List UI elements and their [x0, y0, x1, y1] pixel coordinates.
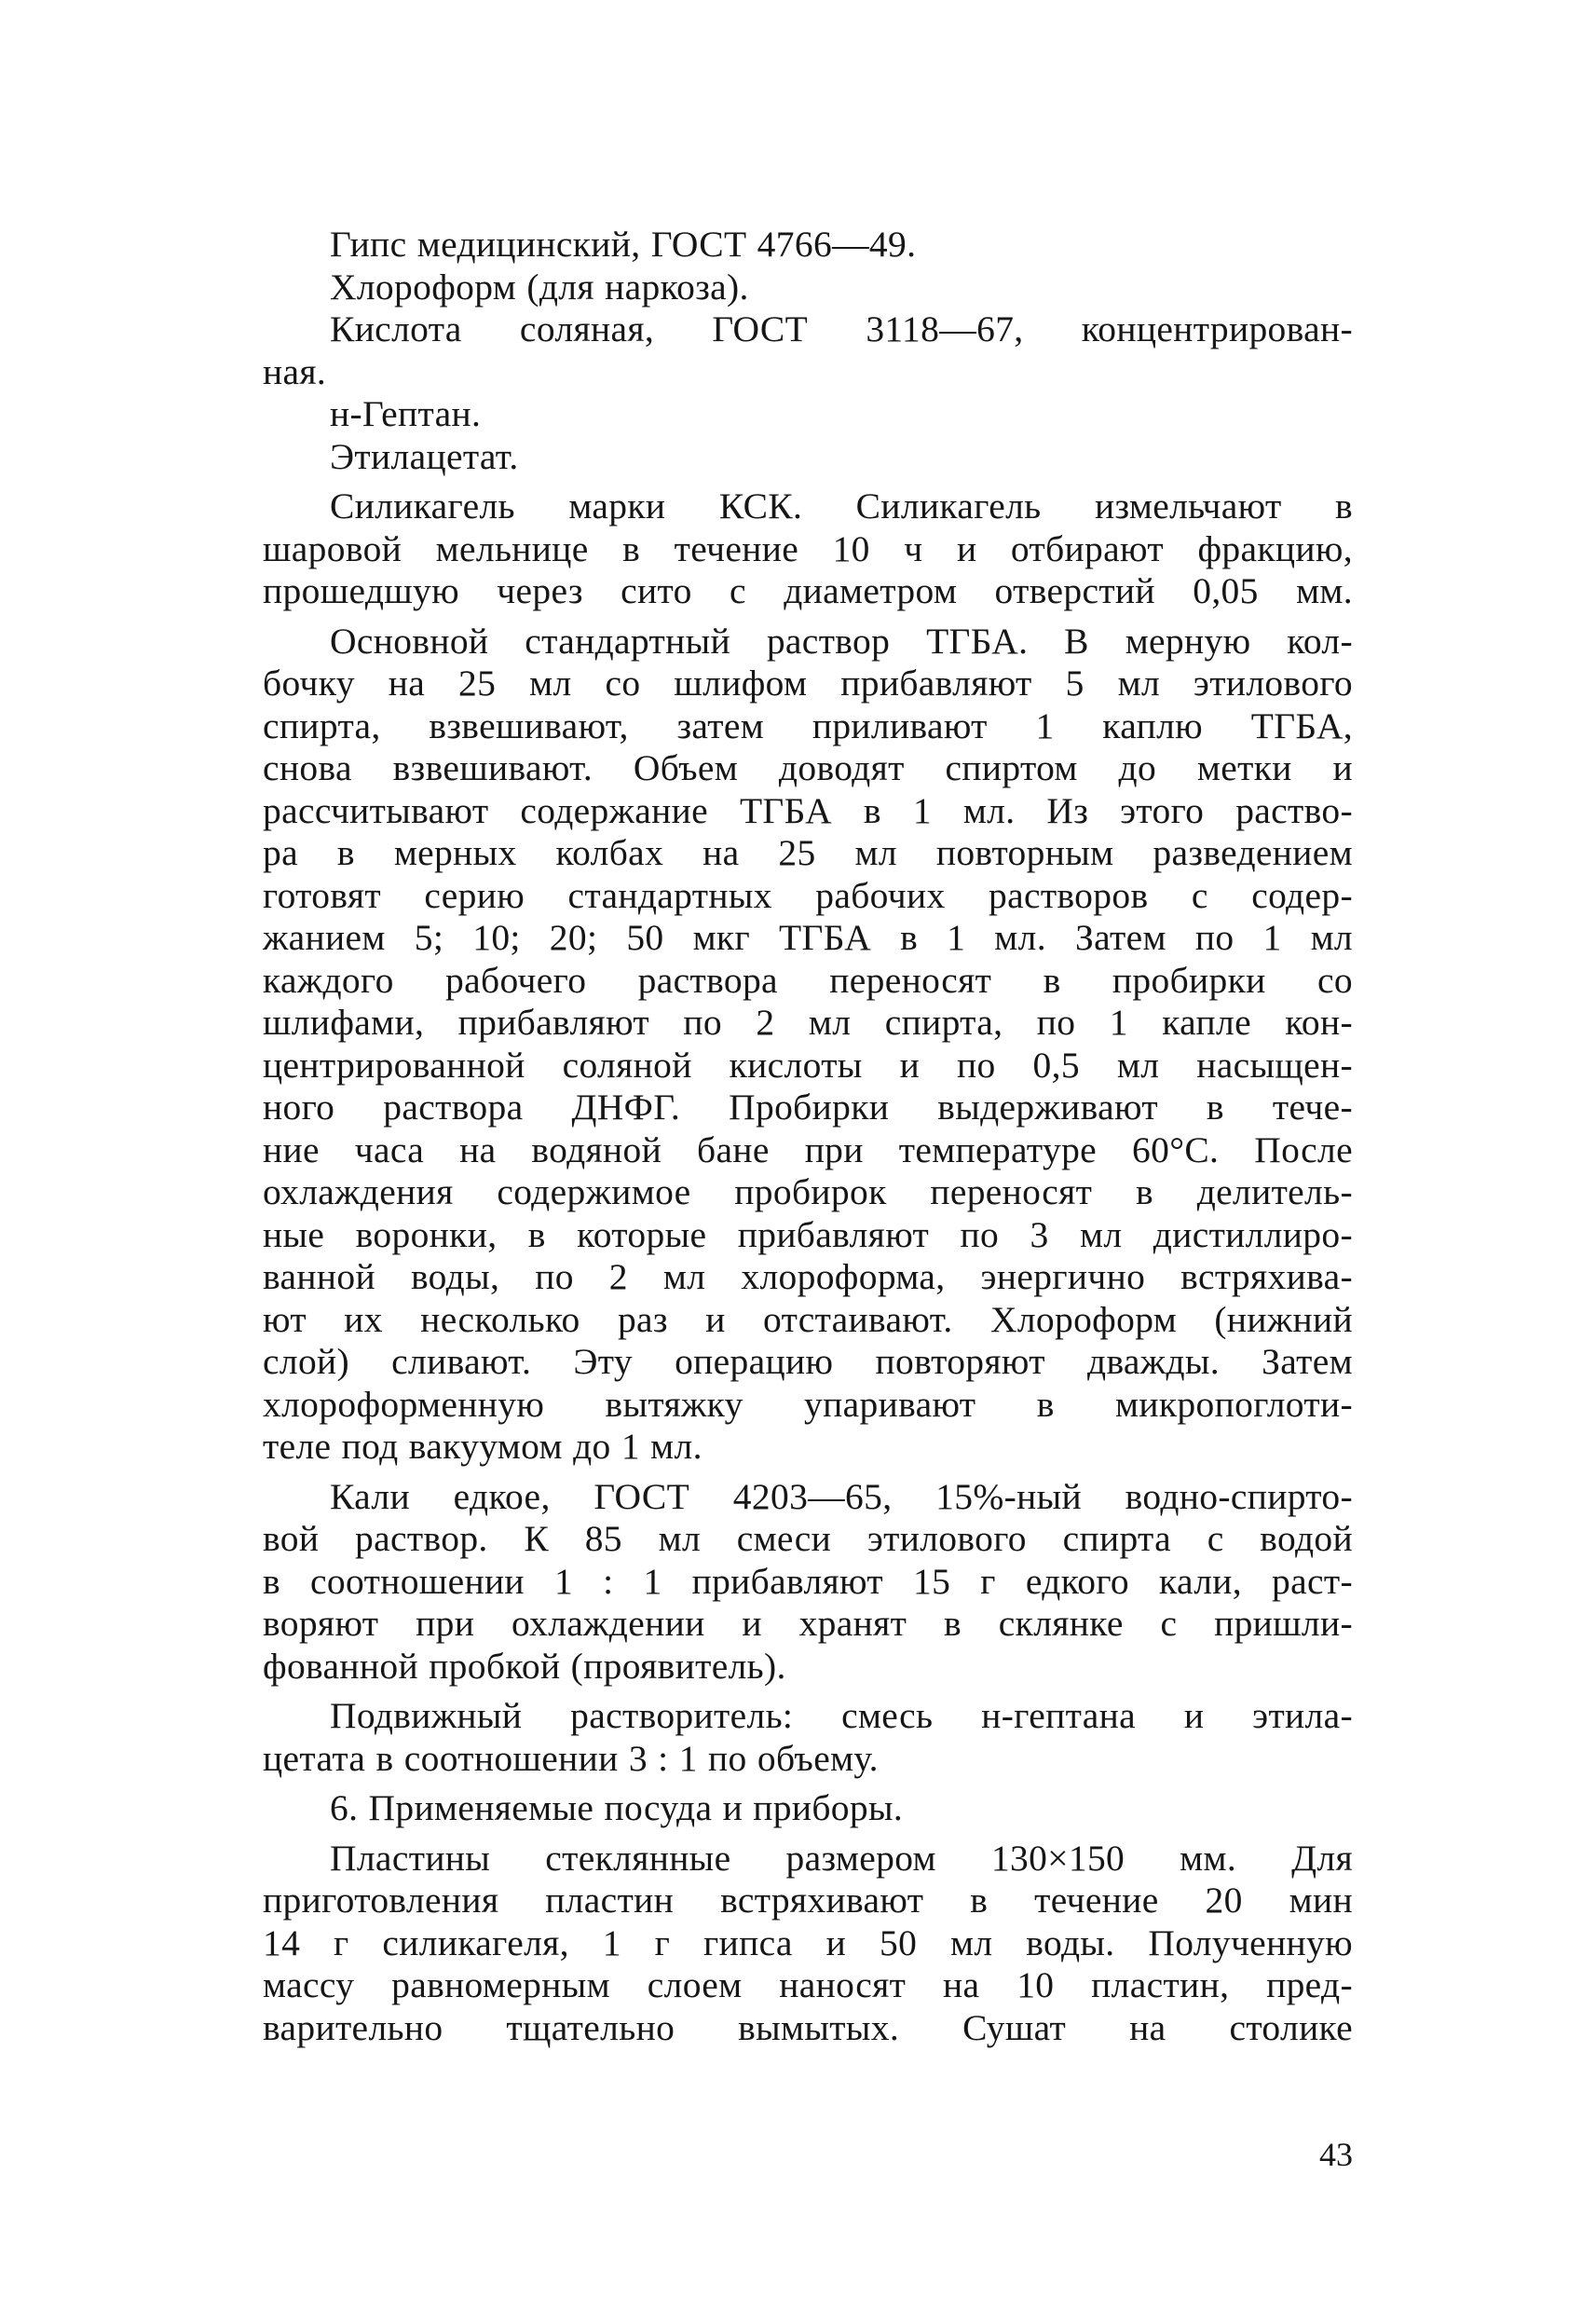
text-line: Пластины стеклянные размером 130×150 мм. Для	[330, 1837, 1353, 1879]
text-line: варительно тщательно вымытых. Сушат на столике	[263, 2006, 1353, 2048]
text-line: слой) сливают. Эту операцию повторяют дважды. Затем	[263, 1341, 1353, 1382]
text-line: Силикагель марки КСК. Силикагель измельчают в	[330, 485, 1353, 526]
text-line: 6. Применяемые посуда и приборы.	[330, 1787, 904, 1828]
text-line: готовят серию стандартных рабочих растворов с содер-	[263, 874, 1353, 916]
text-line: центрированной соляной кислоты и по 0,5 мл насыщен-	[263, 1044, 1353, 1086]
text-line: Кислота соляная, ГОСТ 3118—67, концентрирован-	[330, 308, 1353, 349]
paragraph	[263, 485, 1353, 613]
text-line: хлороформенную вытяжку упаривают в микропоглоти-	[263, 1383, 1353, 1425]
text-line: ного раствора ДНФГ. Пробирки выдерживают в тече-	[263, 1087, 1353, 1128]
text-line: приготовления пластин встряхивают в течение 20 мин	[263, 1880, 1353, 1921]
text-line: ние часа на водяной бане при температуре 60°С. После	[263, 1128, 1353, 1170]
paragraph	[263, 1476, 1353, 1689]
paragraph	[263, 1695, 1353, 1780]
text-line: шлифами, прибавляют по 2 мл спирта, по 1 капле кон-	[263, 1002, 1353, 1043]
body-text	[263, 224, 1353, 2049]
text-line: спирта, взвешивают, затем приливают 1 каплю ТГБА,	[263, 704, 1353, 746]
text-line: Подвижный растворитель: смесь н-гептана и этила-	[330, 1695, 1353, 1736]
text-line: ные воронки, в которые прибавляют по 3 мл дистиллиро-	[263, 1213, 1353, 1255]
text-line: вой раствор. К 85 мл смеси этилового спирта с водой	[263, 1518, 1353, 1559]
paragraph	[263, 436, 1353, 479]
text-line: бочку на 25 мл со шлифом прибавляют 5 мл этилового	[263, 663, 1353, 704]
text-line: охлаждения содержимое пробирок переносят в делитель-	[263, 1171, 1353, 1212]
text-line: ная.	[263, 350, 327, 392]
text-line: снова взвешивают. Объем доводят спиртом до метки и	[263, 747, 1353, 788]
text-line: теле под вакуумом до 1 мл.	[263, 1426, 703, 1467]
text-line: Этилацетат.	[330, 435, 519, 477]
text-line: прошедшую через сито с диаметром отверстий 0,05 мм.	[263, 570, 1353, 611]
paragraph	[263, 621, 1353, 1469]
paragraph	[263, 224, 1353, 267]
text-line: Хлороформ (для наркоза).	[330, 266, 749, 308]
text-line: ванной воды, по 2 мл хлороформа, энергично встряхива-	[263, 1256, 1353, 1297]
text-line: цетата в соотношении 3 : 1 по объему.	[263, 1737, 879, 1779]
paragraph	[263, 1787, 1353, 1830]
paragraph	[263, 1838, 1353, 2050]
text-line: Кали едкое, ГОСТ 4203—65, 15%-ный водно-спирто-	[330, 1475, 1353, 1517]
text-line: ра в мерных колбах на 25 мл повторным разведением	[263, 832, 1353, 873]
text-line: каждого рабочего раствора переносят в пробирки со	[263, 959, 1353, 1001]
paragraph	[263, 308, 1353, 393]
text-line: в соотношении 1 : 1 прибавляют 15 г едкого кали, раст-	[263, 1560, 1353, 1602]
text-line: 14 г силикагеля, 1 г гипса и 50 мл воды. Полученную	[263, 1921, 1353, 1963]
text-line: воряют при охлаждении и хранят в склянке с пришли-	[263, 1603, 1353, 1644]
text-line: Гипс медицинский, ГОСТ 4766—49.	[330, 224, 917, 265]
text-line: массу равномерным слоем наносят на 10 пластин, пред-	[263, 1964, 1353, 2005]
paragraph	[263, 267, 1353, 309]
text-line: рассчитывают содержание ТГБА в 1 мл. Из этого раство-	[263, 789, 1353, 831]
paragraph	[263, 393, 1353, 436]
text-line: Основной стандартный раствор ТГБА. В мерную кол-	[330, 620, 1353, 662]
text-line: ют их несколько раз и отстаивают. Хлороформ (нижний	[263, 1298, 1353, 1340]
text-line: фованной пробкой (проявитель).	[263, 1645, 786, 1687]
text-line: жанием 5; 10; 20; 50 мкг ТГБА в 1 мл. Затем по 1 мл	[263, 917, 1353, 958]
text-line: шаровой мельнице в течение 10 ч и отбирают фракцию,	[263, 527, 1353, 569]
page-number: 43	[1319, 2136, 1353, 2173]
text-line: н-Гептан.	[330, 393, 482, 434]
